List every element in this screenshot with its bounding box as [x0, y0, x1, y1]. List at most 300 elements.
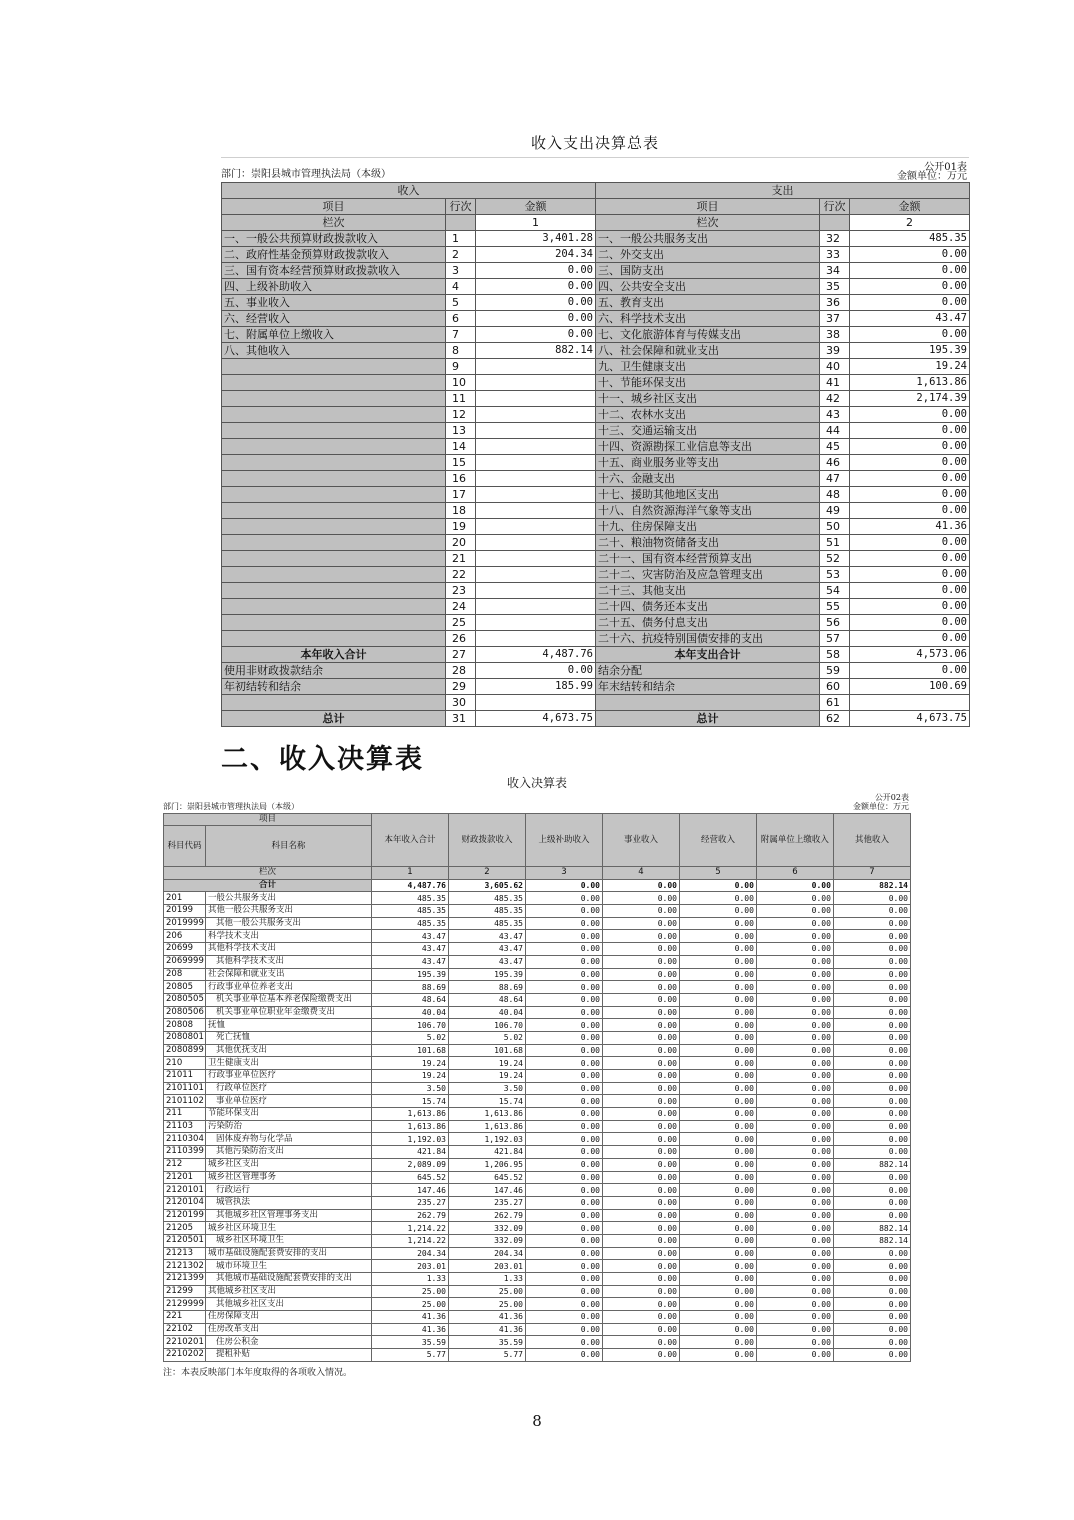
- amount-cell: 15.74: [449, 1095, 526, 1108]
- amount-cell: 0.00: [602, 905, 679, 918]
- amount-cell: 0.00: [756, 1184, 833, 1197]
- expense-row-number: 49: [820, 503, 850, 519]
- account-name: 住房保障支出: [206, 1311, 372, 1324]
- table1-row: [222, 407, 970, 423]
- amount-cell: 0.00: [602, 892, 679, 905]
- amount-cell: 43.47: [372, 943, 449, 956]
- amount-cell: 0.00: [679, 892, 756, 905]
- amount-cell: 0.00: [833, 993, 910, 1006]
- amount-cell: 41.36: [449, 1311, 526, 1324]
- income-row-number: 6: [446, 311, 476, 327]
- amount-cell: 0.00: [602, 1349, 679, 1362]
- expense-item: 五、教育支出: [596, 295, 820, 311]
- table2-row: [164, 1133, 911, 1146]
- income-row-number: 8: [446, 343, 476, 359]
- expense-summary-amount: 4,573.06: [850, 647, 970, 663]
- income-summary-amount: 0.00: [476, 663, 596, 679]
- amount-cell: 0.00: [833, 1184, 910, 1197]
- table2-unit: 金额单位：万元: [853, 802, 909, 811]
- expense-amount: 0.00: [850, 455, 970, 471]
- table2-lanci-5: 5: [679, 867, 756, 880]
- income-amount: [476, 503, 596, 519]
- income-amount: 0.00: [476, 295, 596, 311]
- amount-cell: 1,192.03: [449, 1133, 526, 1146]
- table2-total-7: 882.14: [833, 879, 910, 892]
- account-name: 机关事业单位基本养老保险缴费支出: [206, 993, 372, 1006]
- amount-cell: 0.00: [756, 1057, 833, 1070]
- table2-row: [164, 1082, 911, 1095]
- table1-code: 公开01表: [924, 162, 967, 173]
- expense-amount: 0.00: [850, 535, 970, 551]
- table1-row: [222, 471, 970, 487]
- income-amount: [476, 455, 596, 471]
- table2-row: [164, 905, 911, 918]
- amount-cell: 0.00: [756, 892, 833, 905]
- expense-item: 六、科学技术支出: [596, 311, 820, 327]
- amount-cell: 485.35: [449, 917, 526, 930]
- table2-row: [164, 1019, 911, 1032]
- income-summary-row-number: 27: [446, 647, 476, 663]
- expense-item: 二十六、抗疫特别国债安排的支出: [596, 631, 820, 647]
- expense-row-number: 46: [820, 455, 850, 471]
- table1-row: [222, 327, 970, 343]
- expense-row-number: 52: [820, 551, 850, 567]
- amount-cell: 0.00: [602, 1044, 679, 1057]
- expense-item: 一、一般公共服务支出: [596, 231, 820, 247]
- account-code: 20699: [164, 943, 206, 956]
- income-summary-item: 使用非财政拨款结余: [222, 663, 446, 679]
- account-code: 21011: [164, 1070, 206, 1083]
- amount-cell: 203.01: [372, 1260, 449, 1273]
- expense-row-number: 39: [820, 343, 850, 359]
- account-code: 2080506: [164, 1006, 206, 1019]
- account-name: 抚恤: [206, 1019, 372, 1032]
- amount-cell: 0.00: [833, 892, 910, 905]
- account-code: 221: [164, 1311, 206, 1324]
- table2-col-item: 项目: [164, 814, 372, 826]
- expense-amount: 0.00: [850, 263, 970, 279]
- expense-item: 三、国防支出: [596, 263, 820, 279]
- amount-cell: 0.00: [525, 968, 602, 981]
- table2-total-4: 0.00: [602, 879, 679, 892]
- table1-row: [222, 263, 970, 279]
- amount-cell: 0.00: [525, 1260, 602, 1273]
- table2-col-1: 本年收入合计: [372, 814, 449, 867]
- income-item: [222, 567, 446, 583]
- amount-cell: 0.00: [525, 993, 602, 1006]
- table1-title: 收入支出决算总表: [221, 130, 969, 158]
- amount-cell: 0.00: [833, 1349, 910, 1362]
- page-number: 8: [532, 1412, 542, 1430]
- income-item: [222, 487, 446, 503]
- income-col-item: 项目: [222, 199, 446, 215]
- income-amount: 0.00: [476, 263, 596, 279]
- amount-cell: 0.00: [756, 1133, 833, 1146]
- amount-cell: 0.00: [525, 981, 602, 994]
- income-row-number: 20: [446, 535, 476, 551]
- expense-item: 十、节能环保支出: [596, 375, 820, 391]
- account-name: 其他一般公共服务支出: [206, 905, 372, 918]
- expense-header: 支出: [596, 183, 970, 199]
- expense-summary-item: 总计: [596, 711, 820, 727]
- income-summary-amount: [476, 695, 596, 711]
- amount-cell: 0.00: [525, 1031, 602, 1044]
- account-name: 行政事业单位养老支出: [206, 981, 372, 994]
- income-amount: [476, 583, 596, 599]
- amount-cell: 0.00: [679, 1298, 756, 1311]
- income-summary-row-number: 30: [446, 695, 476, 711]
- account-code: 2069999: [164, 955, 206, 968]
- table2-code: 公开02表: [874, 793, 909, 802]
- amount-cell: 0.00: [525, 917, 602, 930]
- table2-row: [164, 1171, 911, 1184]
- expense-item: 十九、住房保障支出: [596, 519, 820, 535]
- amount-cell: 0.00: [833, 1247, 910, 1260]
- expense-item: 九、卫生健康支出: [596, 359, 820, 375]
- income-row-number: 5: [446, 295, 476, 311]
- account-code: 2080899: [164, 1044, 206, 1057]
- expense-item: 二十四、债务还本支出: [596, 599, 820, 615]
- expense-amount: 0.00: [850, 423, 970, 439]
- table2-row: [164, 1234, 911, 1247]
- expense-summary-amount: 0.00: [850, 663, 970, 679]
- income-row-number: 10: [446, 375, 476, 391]
- table2-row: [164, 1336, 911, 1349]
- amount-cell: 0.00: [833, 1108, 910, 1121]
- table2-lanci-7: 7: [833, 867, 910, 880]
- expense-amount: 195.39: [850, 343, 970, 359]
- amount-cell: 0.00: [602, 1158, 679, 1171]
- expense-row-number: 56: [820, 615, 850, 631]
- income-item: [222, 359, 446, 375]
- amount-cell: 645.52: [372, 1171, 449, 1184]
- amount-cell: 0.00: [525, 1285, 602, 1298]
- amount-cell: 1,214.22: [372, 1222, 449, 1235]
- expense-lanci-label: 栏次: [596, 215, 820, 231]
- amount-cell: 5.02: [449, 1031, 526, 1044]
- account-name: 死亡抚恤: [206, 1031, 372, 1044]
- expense-summary-row-number: 62: [820, 711, 850, 727]
- income-summary-row-number: 28: [446, 663, 476, 679]
- expense-item: 二十二、灾害防治及应急管理支出: [596, 567, 820, 583]
- table2-total-1: 4,487.76: [372, 879, 449, 892]
- table2-lanci-1: 1: [372, 867, 449, 880]
- account-name: 卫生健康支出: [206, 1057, 372, 1070]
- table1-row: [222, 423, 970, 439]
- table1-row: [222, 455, 970, 471]
- income-row-number: 3: [446, 263, 476, 279]
- table2-row: [164, 1108, 911, 1121]
- expense-col-row: 行次: [820, 199, 850, 215]
- amount-cell: 0.00: [525, 1247, 602, 1260]
- amount-cell: 0.00: [602, 1196, 679, 1209]
- income-amount: 882.14: [476, 343, 596, 359]
- table2-row: [164, 1222, 911, 1235]
- amount-cell: 0.00: [833, 1070, 910, 1083]
- amount-cell: 0.00: [833, 1273, 910, 1286]
- amount-cell: 0.00: [679, 1057, 756, 1070]
- amount-cell: 43.47: [449, 930, 526, 943]
- account-name: 其他城乡社区支出: [206, 1285, 372, 1298]
- amount-cell: 0.00: [679, 1095, 756, 1108]
- expense-item: 四、公共安全支出: [596, 279, 820, 295]
- amount-cell: 0.00: [679, 1349, 756, 1362]
- amount-cell: 0.00: [679, 1082, 756, 1095]
- amount-cell: 43.47: [449, 955, 526, 968]
- table2-note: 注：本表反映部门本年度取得的各项收入情况。: [163, 1368, 353, 1378]
- amount-cell: 0.00: [525, 1298, 602, 1311]
- expense-col-item: 项目: [596, 199, 820, 215]
- table2-total-2: 3,605.62: [449, 879, 526, 892]
- income-row-number: 7: [446, 327, 476, 343]
- expense-item: 七、文化旅游体育与传媒支出: [596, 327, 820, 343]
- income-amount: 204.34: [476, 247, 596, 263]
- income-summary-row-number: 29: [446, 679, 476, 695]
- income-row-number: 24: [446, 599, 476, 615]
- amount-cell: 19.24: [449, 1070, 526, 1083]
- amount-cell: 0.00: [679, 917, 756, 930]
- account-code: 2080801: [164, 1031, 206, 1044]
- expense-row-number: 54: [820, 583, 850, 599]
- table1-row: [222, 375, 970, 391]
- expense-item: 八、社会保障和就业支出: [596, 343, 820, 359]
- amount-cell: 0.00: [602, 968, 679, 981]
- income-item: 八、其他收入: [222, 343, 446, 359]
- expense-item: 十一、城乡社区支出: [596, 391, 820, 407]
- income-item: [222, 615, 446, 631]
- table2-row: [164, 1044, 911, 1057]
- amount-cell: 0.00: [756, 1044, 833, 1057]
- income-row-number: 16: [446, 471, 476, 487]
- amount-cell: 0.00: [833, 1260, 910, 1273]
- expense-amount: 0.00: [850, 247, 970, 263]
- amount-cell: 0.00: [602, 1095, 679, 1108]
- amount-cell: 0.00: [602, 981, 679, 994]
- amount-cell: 0.00: [525, 1273, 602, 1286]
- account-name: 提租补贴: [206, 1349, 372, 1362]
- amount-cell: 0.00: [602, 1006, 679, 1019]
- table2-row: [164, 981, 911, 994]
- amount-cell: 0.00: [525, 1323, 602, 1336]
- amount-cell: 0.00: [833, 955, 910, 968]
- amount-cell: 0.00: [525, 1070, 602, 1083]
- account-name: 住房改革支出: [206, 1323, 372, 1336]
- income-col-amount: 金额: [476, 199, 596, 215]
- expense-summary-amount: 4,673.75: [850, 711, 970, 727]
- account-name: 固体废弃物与化学品: [206, 1133, 372, 1146]
- amount-cell: 195.39: [449, 968, 526, 981]
- amount-cell: 15.74: [372, 1095, 449, 1108]
- account-code: 2120199: [164, 1209, 206, 1222]
- table2-row: [164, 892, 911, 905]
- amount-cell: 0.00: [833, 1044, 910, 1057]
- income-row-number: 26: [446, 631, 476, 647]
- account-code: 21213: [164, 1247, 206, 1260]
- table2-lanci-6: 6: [756, 867, 833, 880]
- section-heading: 二、收入决算表: [221, 744, 424, 775]
- account-code: 2110304: [164, 1133, 206, 1146]
- amount-cell: 0.00: [833, 981, 910, 994]
- income-item: [222, 631, 446, 647]
- table1-row: [222, 359, 970, 375]
- amount-cell: 1,613.86: [449, 1120, 526, 1133]
- amount-cell: 0.00: [525, 930, 602, 943]
- table2-row: [164, 1323, 911, 1336]
- amount-cell: 0.00: [679, 1031, 756, 1044]
- table1-row: [222, 231, 970, 247]
- amount-cell: 0.00: [525, 905, 602, 918]
- amount-cell: 0.00: [602, 1031, 679, 1044]
- amount-cell: 262.79: [372, 1209, 449, 1222]
- table2-total-5: 0.00: [679, 879, 756, 892]
- amount-cell: 0.00: [756, 1158, 833, 1171]
- amount-cell: 0.00: [756, 1298, 833, 1311]
- account-name: 其他优抚支出: [206, 1044, 372, 1057]
- amount-cell: 0.00: [833, 1006, 910, 1019]
- amount-cell: 235.27: [372, 1196, 449, 1209]
- expense-item: 二、外交支出: [596, 247, 820, 263]
- table2-row: [164, 1095, 911, 1108]
- account-name: 污染防治: [206, 1120, 372, 1133]
- income-item: [222, 503, 446, 519]
- expense-row-number: 43: [820, 407, 850, 423]
- table1-row: [222, 311, 970, 327]
- income-item: 五、事业收入: [222, 295, 446, 311]
- amount-cell: 0.00: [679, 1285, 756, 1298]
- amount-cell: 0.00: [602, 1298, 679, 1311]
- table2-total-label: 合计: [164, 879, 372, 892]
- amount-cell: 0.00: [833, 1082, 910, 1095]
- expense-amount: 0.00: [850, 439, 970, 455]
- account-name: 行政运行: [206, 1184, 372, 1197]
- table1-row: [222, 503, 970, 519]
- table2-row: [164, 1273, 911, 1286]
- income-amount: [476, 631, 596, 647]
- income-row-number: 22: [446, 567, 476, 583]
- account-code: 201: [164, 892, 206, 905]
- table2-grid: [163, 813, 911, 1362]
- amount-cell: 25.00: [449, 1298, 526, 1311]
- income-lanci-label: 栏次: [222, 215, 446, 231]
- amount-cell: 0.00: [756, 1006, 833, 1019]
- amount-cell: 0.00: [602, 1336, 679, 1349]
- amount-cell: 147.46: [372, 1184, 449, 1197]
- expense-lanci-blank: [820, 215, 850, 231]
- account-name: 城乡社区环境卫生: [206, 1222, 372, 1235]
- income-amount: [476, 615, 596, 631]
- amount-cell: 0.00: [679, 981, 756, 994]
- amount-cell: 0.00: [525, 955, 602, 968]
- income-item: [222, 535, 446, 551]
- amount-cell: 0.00: [525, 1057, 602, 1070]
- amount-cell: 0.00: [679, 1209, 756, 1222]
- amount-cell: 0.00: [833, 943, 910, 956]
- expense-item: 二十五、债务付息支出: [596, 615, 820, 631]
- table1-row: [222, 343, 970, 359]
- account-code: 2120101: [164, 1184, 206, 1197]
- amount-cell: 0.00: [679, 1260, 756, 1273]
- amount-cell: 0.00: [679, 955, 756, 968]
- expense-item: 十六、金融支出: [596, 471, 820, 487]
- account-name: 城乡社区管理事务: [206, 1171, 372, 1184]
- expense-amount: 19.24: [850, 359, 970, 375]
- amount-cell: 0.00: [525, 943, 602, 956]
- amount-cell: 0.00: [756, 1171, 833, 1184]
- expense-amount: 2,174.39: [850, 391, 970, 407]
- account-code: 210: [164, 1057, 206, 1070]
- amount-cell: 3.50: [449, 1082, 526, 1095]
- amount-cell: 485.35: [372, 892, 449, 905]
- income-item: 七、附属单位上缴收入: [222, 327, 446, 343]
- income-expense-summary-table: [221, 130, 969, 727]
- expense-row-number: 51: [820, 535, 850, 551]
- amount-cell: 0.00: [602, 1311, 679, 1324]
- amount-cell: 0.00: [525, 1006, 602, 1019]
- table2-col-4: 事业收入: [602, 814, 679, 867]
- amount-cell: 5.02: [372, 1031, 449, 1044]
- table2-col-code: 科目代码: [164, 826, 206, 867]
- table1-row: [222, 631, 970, 647]
- account-name: 住房公积金: [206, 1336, 372, 1349]
- amount-cell: 0.00: [833, 1133, 910, 1146]
- income-amount: [476, 551, 596, 567]
- amount-cell: 485.35: [372, 905, 449, 918]
- amount-cell: 0.00: [756, 1031, 833, 1044]
- amount-cell: 25.00: [449, 1285, 526, 1298]
- amount-cell: 645.52: [449, 1171, 526, 1184]
- expense-summary-item: [596, 695, 820, 711]
- income-row-number: 12: [446, 407, 476, 423]
- table1-summary-row: [222, 663, 970, 679]
- expense-row-number: 45: [820, 439, 850, 455]
- amount-cell: 0.00: [679, 968, 756, 981]
- table2-row: [164, 1196, 911, 1209]
- income-amount: 3,401.28: [476, 231, 596, 247]
- amount-cell: 0.00: [602, 1171, 679, 1184]
- amount-cell: 0.00: [756, 955, 833, 968]
- account-code: 2121399: [164, 1273, 206, 1286]
- amount-cell: 0.00: [833, 1298, 910, 1311]
- expense-row-number: 38: [820, 327, 850, 343]
- account-code: 2210202: [164, 1349, 206, 1362]
- account-name: 其他城乡社区支出: [206, 1298, 372, 1311]
- amount-cell: 485.35: [449, 892, 526, 905]
- income-row-number: 14: [446, 439, 476, 455]
- amount-cell: 43.47: [449, 943, 526, 956]
- expense-row-number: 34: [820, 263, 850, 279]
- account-name: 城乡社区支出: [206, 1158, 372, 1171]
- income-amount: [476, 375, 596, 391]
- account-code: 2210201: [164, 1336, 206, 1349]
- amount-cell: 0.00: [602, 930, 679, 943]
- table1-row: [222, 551, 970, 567]
- amount-cell: 0.00: [679, 1222, 756, 1235]
- amount-cell: 0.00: [679, 1273, 756, 1286]
- amount-cell: 0.00: [602, 1222, 679, 1235]
- table2-row: [164, 968, 911, 981]
- amount-cell: 0.00: [525, 1082, 602, 1095]
- income-row-number: 13: [446, 423, 476, 439]
- income-row-number: 18: [446, 503, 476, 519]
- table2-row: [164, 1349, 911, 1362]
- account-name: 一般公共服务支出: [206, 892, 372, 905]
- amount-cell: 35.59: [372, 1336, 449, 1349]
- amount-cell: 0.00: [679, 1311, 756, 1324]
- amount-cell: 0.00: [679, 1006, 756, 1019]
- amount-cell: 3.50: [372, 1082, 449, 1095]
- amount-cell: 1,613.86: [372, 1120, 449, 1133]
- amount-cell: 0.00: [602, 1209, 679, 1222]
